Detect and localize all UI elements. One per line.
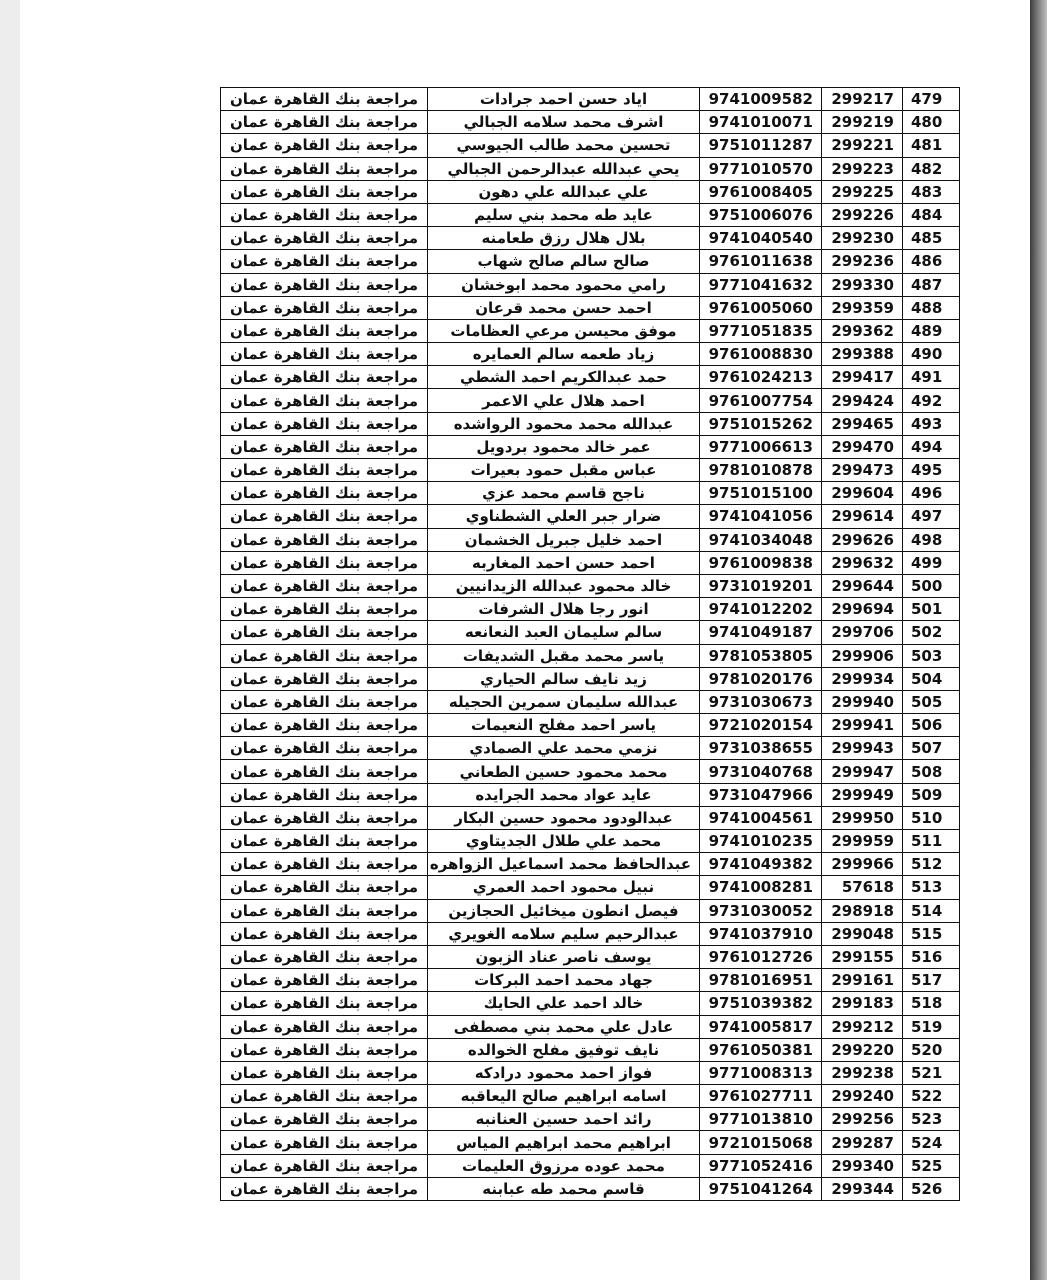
national-number-cell: 9761005060 [700, 296, 822, 319]
national-number-cell: 9741040540 [700, 227, 822, 250]
row-index-cell: 494 [903, 435, 960, 458]
row-index-cell: 514 [903, 899, 960, 922]
national-number-cell: 9761009838 [700, 551, 822, 574]
note-cell: مراجعة بنك القاهرة عمان [221, 644, 428, 667]
table-row [221, 180, 960, 203]
name-cell: حمد عبدالكريم احمد الشطي [428, 366, 700, 389]
name-cell: محمد محمود حسين الطعاني [428, 760, 700, 783]
table-row [221, 1015, 960, 1038]
name-cell: عباس مقبل حمود بعيرات [428, 459, 700, 482]
note-cell: مراجعة بنك القاهرة عمان [221, 1131, 428, 1154]
row-index-cell: 522 [903, 1085, 960, 1108]
table-row [221, 621, 960, 644]
row-index-cell: 518 [903, 992, 960, 1015]
national-number-cell: 9731040768 [700, 760, 822, 783]
table-row [221, 922, 960, 945]
national-number-cell: 9741041056 [700, 505, 822, 528]
note-cell: مراجعة بنك القاهرة عمان [221, 574, 428, 597]
national-number-cell: 9751006076 [700, 203, 822, 226]
table-row [221, 574, 960, 597]
note-cell: مراجعة بنك القاهرة عمان [221, 273, 428, 296]
note-cell: مراجعة بنك القاهرة عمان [221, 1108, 428, 1131]
row-index-cell: 496 [903, 482, 960, 505]
row-index-cell: 512 [903, 853, 960, 876]
employee-id-cell: 299226 [822, 203, 903, 226]
table-row [221, 250, 960, 273]
table-row [221, 551, 960, 574]
table-row [221, 853, 960, 876]
national-number-cell: 9741008281 [700, 876, 822, 899]
row-index-cell: 509 [903, 783, 960, 806]
row-index-cell: 493 [903, 412, 960, 435]
national-number-cell: 9741004561 [700, 806, 822, 829]
table-row [221, 1061, 960, 1084]
name-cell: يحي عبدالله عبدالرحمن الجبالي [428, 157, 700, 180]
note-cell: مراجعة بنك القاهرة عمان [221, 806, 428, 829]
national-number-cell: 9741005817 [700, 1015, 822, 1038]
row-index-cell: 481 [903, 134, 960, 157]
name-cell: عايد عواد محمد الجرايده [428, 783, 700, 806]
page-left-margin [0, 0, 20, 1280]
name-cell: عبدالله سليمان سمرين الحجيله [428, 690, 700, 713]
note-cell: مراجعة بنك القاهرة عمان [221, 482, 428, 505]
name-cell: قاسم محمد طه عبابنه [428, 1177, 700, 1200]
employee-id-cell: 299236 [822, 250, 903, 273]
row-index-cell: 526 [903, 1177, 960, 1200]
table-row [221, 157, 960, 180]
row-index-cell: 502 [903, 621, 960, 644]
table-row [221, 366, 960, 389]
national-number-cell: 9731038655 [700, 737, 822, 760]
row-index-cell: 501 [903, 598, 960, 621]
row-index-cell: 492 [903, 389, 960, 412]
national-number-cell: 9771006613 [700, 435, 822, 458]
name-cell: نايف توفيق مفلح الخوالده [428, 1038, 700, 1061]
employee-id-cell: 299330 [822, 273, 903, 296]
employee-id-cell: 299934 [822, 667, 903, 690]
name-cell: زياد طعمه سالم العمايره [428, 343, 700, 366]
name-cell: عبدالحافظ محمد اسماعيل الزواهره [428, 853, 700, 876]
note-cell: مراجعة بنك القاهرة عمان [221, 389, 428, 412]
national-number-cell: 9741010235 [700, 830, 822, 853]
national-number-cell: 9731030052 [700, 899, 822, 922]
employee-id-cell: 299362 [822, 319, 903, 342]
row-index-cell: 517 [903, 969, 960, 992]
name-cell: احمد خليل جبريل الخشمان [428, 528, 700, 551]
table-row [221, 1177, 960, 1200]
employee-id-cell: 299230 [822, 227, 903, 250]
row-index-cell: 508 [903, 760, 960, 783]
national-number-cell: 9781053805 [700, 644, 822, 667]
employee-id-cell: 299155 [822, 945, 903, 968]
table-row [221, 227, 960, 250]
note-cell: مراجعة بنك القاهرة عمان [221, 505, 428, 528]
employee-id-cell: 299219 [822, 111, 903, 134]
national-number-cell: 9741049187 [700, 621, 822, 644]
employee-id-cell: 299340 [822, 1154, 903, 1177]
national-number-cell: 9741010071 [700, 111, 822, 134]
employee-id-cell: 299465 [822, 412, 903, 435]
employee-id-cell: 299359 [822, 296, 903, 319]
national-number-cell: 9771041632 [700, 273, 822, 296]
name-cell: محمد علي طلال الجديتاوي [428, 830, 700, 853]
note-cell: مراجعة بنك القاهرة عمان [221, 296, 428, 319]
note-cell: مراجعة بنك القاهرة عمان [221, 1015, 428, 1038]
table-row [221, 111, 960, 134]
employee-id-cell: 299943 [822, 737, 903, 760]
name-cell: احمد هلال علي الاعمر [428, 389, 700, 412]
name-cell: زيد نايف سالم الحياري [428, 667, 700, 690]
name-cell: موفق محيسن مرعي العظامات [428, 319, 700, 342]
employee-id-cell: 57618 [822, 876, 903, 899]
name-cell: تحسين محمد طالب الجيوسي [428, 134, 700, 157]
table-row [221, 412, 960, 435]
table-row [221, 992, 960, 1015]
row-index-cell: 497 [903, 505, 960, 528]
national-number-cell: 9731047966 [700, 783, 822, 806]
note-cell: مراجعة بنك القاهرة عمان [221, 203, 428, 226]
national-number-cell: 9781010878 [700, 459, 822, 482]
row-index-cell: 500 [903, 574, 960, 597]
table-row [221, 296, 960, 319]
name-cell: محمد عوده مرزوق العليمات [428, 1154, 700, 1177]
employee-id-cell: 299470 [822, 435, 903, 458]
name-cell: ابراهيم محمد ابراهيم المياس [428, 1131, 700, 1154]
name-cell: اسامه ابراهيم صالح اليعاقبه [428, 1085, 700, 1108]
employee-id-cell: 299424 [822, 389, 903, 412]
national-number-cell: 9751015100 [700, 482, 822, 505]
employee-id-cell: 299287 [822, 1131, 903, 1154]
name-cell: بلال هلال رزق طعامنه [428, 227, 700, 250]
national-number-cell: 9741034048 [700, 528, 822, 551]
name-cell: نبيل محمود احمد العمري [428, 876, 700, 899]
employee-id-cell: 299256 [822, 1108, 903, 1131]
name-cell: سالم سليمان العبد النعانعه [428, 621, 700, 644]
employee-id-cell: 299906 [822, 644, 903, 667]
employee-id-cell: 299950 [822, 806, 903, 829]
table-row [221, 482, 960, 505]
row-index-cell: 503 [903, 644, 960, 667]
national-number-cell: 9771010570 [700, 157, 822, 180]
table-row [221, 435, 960, 458]
note-cell: مراجعة بنك القاهرة عمان [221, 459, 428, 482]
note-cell: مراجعة بنك القاهرة عمان [221, 992, 428, 1015]
employee-id-cell: 299941 [822, 714, 903, 737]
name-cell: اياد حسن احمد جرادات [428, 88, 700, 111]
row-index-cell: 479 [903, 88, 960, 111]
note-cell: مراجعة بنك القاهرة عمان [221, 412, 428, 435]
national-number-cell: 9741037910 [700, 922, 822, 945]
note-cell: مراجعة بنك القاهرة عمان [221, 1154, 428, 1177]
employee-id-cell: 299240 [822, 1085, 903, 1108]
row-index-cell: 491 [903, 366, 960, 389]
row-index-cell: 510 [903, 806, 960, 829]
table-row [221, 876, 960, 899]
employee-id-cell: 299225 [822, 180, 903, 203]
note-cell: مراجعة بنك القاهرة عمان [221, 690, 428, 713]
employee-id-cell: 299344 [822, 1177, 903, 1200]
national-number-cell: 9751015262 [700, 412, 822, 435]
row-index-cell: 511 [903, 830, 960, 853]
table-row [221, 899, 960, 922]
table-row [221, 1108, 960, 1131]
note-cell: مراجعة بنك القاهرة عمان [221, 853, 428, 876]
note-cell: مراجعة بنك القاهرة عمان [221, 969, 428, 992]
employee-id-cell: 299947 [822, 760, 903, 783]
table-row [221, 806, 960, 829]
national-number-cell: 9751011287 [700, 134, 822, 157]
national-number-cell: 9761027711 [700, 1085, 822, 1108]
name-cell: فيصل انطون ميخائيل الحجازين [428, 899, 700, 922]
document-page [20, 0, 1030, 1280]
row-index-cell: 504 [903, 667, 960, 690]
table-row [221, 528, 960, 551]
name-cell: انور رجا هلال الشرفات [428, 598, 700, 621]
employee-id-cell: 299940 [822, 690, 903, 713]
table-row [221, 1038, 960, 1061]
national-number-cell: 9741012202 [700, 598, 822, 621]
employee-id-cell: 299473 [822, 459, 903, 482]
national-number-cell: 9761024213 [700, 366, 822, 389]
national-number-cell: 9771013810 [700, 1108, 822, 1131]
note-cell: مراجعة بنك القاهرة عمان [221, 157, 428, 180]
note-cell: مراجعة بنك القاهرة عمان [221, 319, 428, 342]
table-row [221, 1085, 960, 1108]
row-index-cell: 519 [903, 1015, 960, 1038]
note-cell: مراجعة بنك القاهرة عمان [221, 343, 428, 366]
row-index-cell: 495 [903, 459, 960, 482]
note-cell: مراجعة بنك القاهرة عمان [221, 111, 428, 134]
row-index-cell: 520 [903, 1038, 960, 1061]
note-cell: مراجعة بنك القاهرة عمان [221, 551, 428, 574]
employee-id-cell: 299959 [822, 830, 903, 853]
employee-id-cell: 299217 [822, 88, 903, 111]
name-cell: يوسف ناصر عناد الزبون [428, 945, 700, 968]
table-row [221, 1154, 960, 1177]
national-number-cell: 9751041264 [700, 1177, 822, 1200]
note-cell: مراجعة بنك القاهرة عمان [221, 435, 428, 458]
note-cell: مراجعة بنك القاهرة عمان [221, 899, 428, 922]
national-number-cell: 9751039382 [700, 992, 822, 1015]
row-index-cell: 499 [903, 551, 960, 574]
table-row [221, 389, 960, 412]
row-index-cell: 507 [903, 737, 960, 760]
table-row [221, 273, 960, 296]
national-number-cell: 9761007754 [700, 389, 822, 412]
employee-id-cell: 299238 [822, 1061, 903, 1084]
national-number-cell: 9781016951 [700, 969, 822, 992]
note-cell: مراجعة بنك القاهرة عمان [221, 760, 428, 783]
name-cell: اشرف محمد سلامه الجبالي [428, 111, 700, 134]
table-row [221, 459, 960, 482]
row-index-cell: 490 [903, 343, 960, 366]
national-number-cell: 9761008405 [700, 180, 822, 203]
note-cell: مراجعة بنك القاهرة عمان [221, 714, 428, 737]
employee-id-cell: 299183 [822, 992, 903, 1015]
table-row [221, 598, 960, 621]
table-row [221, 690, 960, 713]
note-cell: مراجعة بنك القاهرة عمان [221, 922, 428, 945]
name-cell: ناجح قاسم محمد عزي [428, 482, 700, 505]
name-cell: جهاد محمد احمد البركات [428, 969, 700, 992]
national-number-cell: 9771008313 [700, 1061, 822, 1084]
name-cell: علي عبدالله علي دهون [428, 180, 700, 203]
note-cell: مراجعة بنك القاهرة عمان [221, 227, 428, 250]
row-index-cell: 488 [903, 296, 960, 319]
note-cell: مراجعة بنك القاهرة عمان [221, 1085, 428, 1108]
name-cell: عبدالله محمد محمود الرواشده [428, 412, 700, 435]
row-index-cell: 516 [903, 945, 960, 968]
name-cell: صالح سالم صالح شهاب [428, 250, 700, 273]
employee-id-cell: 299949 [822, 783, 903, 806]
note-cell: مراجعة بنك القاهرة عمان [221, 88, 428, 111]
note-cell: مراجعة بنك القاهرة عمان [221, 945, 428, 968]
row-index-cell: 521 [903, 1061, 960, 1084]
row-index-cell: 485 [903, 227, 960, 250]
note-cell: مراجعة بنك القاهرة عمان [221, 598, 428, 621]
table-row [221, 319, 960, 342]
table-row [221, 134, 960, 157]
name-cell: ياسر محمد مقبل الشديفات [428, 644, 700, 667]
row-index-cell: 513 [903, 876, 960, 899]
row-index-cell: 523 [903, 1108, 960, 1131]
national-number-cell: 9761011638 [700, 250, 822, 273]
employee-id-cell: 298918 [822, 899, 903, 922]
note-cell: مراجعة بنك القاهرة عمان [221, 250, 428, 273]
note-cell: مراجعة بنك القاهرة عمان [221, 667, 428, 690]
table-row [221, 88, 960, 111]
name-cell: عبدالودود محمود حسين البكار [428, 806, 700, 829]
row-index-cell: 524 [903, 1131, 960, 1154]
row-index-cell: 480 [903, 111, 960, 134]
employee-id-cell: 299223 [822, 157, 903, 180]
national-number-cell: 9761050381 [700, 1038, 822, 1061]
table-row [221, 830, 960, 853]
row-index-cell: 505 [903, 690, 960, 713]
name-cell: خالد احمد علي الحايك [428, 992, 700, 1015]
employee-id-cell: 299706 [822, 621, 903, 644]
table-row [221, 1131, 960, 1154]
employee-id-cell: 299614 [822, 505, 903, 528]
row-index-cell: 515 [903, 922, 960, 945]
row-index-cell: 525 [903, 1154, 960, 1177]
row-index-cell: 483 [903, 180, 960, 203]
name-cell: عمر خالد محمود بردويل [428, 435, 700, 458]
note-cell: مراجعة بنك القاهرة عمان [221, 830, 428, 853]
national-number-cell: 9761008830 [700, 343, 822, 366]
note-cell: مراجعة بنك القاهرة عمان [221, 366, 428, 389]
note-cell: مراجعة بنك القاهرة عمان [221, 876, 428, 899]
national-number-cell: 9741009582 [700, 88, 822, 111]
name-cell: خالد محمود عبدالله الزيدانيين [428, 574, 700, 597]
table-row [221, 737, 960, 760]
row-index-cell: 482 [903, 157, 960, 180]
table-row [221, 760, 960, 783]
row-index-cell: 506 [903, 714, 960, 737]
name-cell: عادل علي محمد بني مصطفى [428, 1015, 700, 1038]
table-row [221, 969, 960, 992]
note-cell: مراجعة بنك القاهرة عمان [221, 1061, 428, 1084]
employee-id-cell: 299220 [822, 1038, 903, 1061]
national-number-cell: 9781020176 [700, 667, 822, 690]
page-edge-shadow [1030, 0, 1047, 1280]
roster-table [220, 87, 960, 1201]
table-row [221, 505, 960, 528]
employee-id-cell: 299694 [822, 598, 903, 621]
national-number-cell: 9721020154 [700, 714, 822, 737]
table-row [221, 667, 960, 690]
name-cell: ياسر احمد مفلح النعيمات [428, 714, 700, 737]
national-number-cell: 9741049382 [700, 853, 822, 876]
table-row [221, 714, 960, 737]
note-cell: مراجعة بنك القاهرة عمان [221, 737, 428, 760]
name-cell: عبدالرحيم سليم سلامه الغويري [428, 922, 700, 945]
note-cell: مراجعة بنك القاهرة عمان [221, 1177, 428, 1200]
name-cell: نزمي محمد علي الصمادي [428, 737, 700, 760]
employee-id-cell: 299221 [822, 134, 903, 157]
employee-id-cell: 299212 [822, 1015, 903, 1038]
employee-id-cell: 299626 [822, 528, 903, 551]
table-row [221, 203, 960, 226]
note-cell: مراجعة بنك القاهرة عمان [221, 621, 428, 644]
note-cell: مراجعة بنك القاهرة عمان [221, 528, 428, 551]
employee-id-cell: 299644 [822, 574, 903, 597]
employee-id-cell: 299161 [822, 969, 903, 992]
row-index-cell: 498 [903, 528, 960, 551]
table-row [221, 945, 960, 968]
national-number-cell: 9721015068 [700, 1131, 822, 1154]
employee-id-cell: 299388 [822, 343, 903, 366]
national-number-cell: 9761012726 [700, 945, 822, 968]
row-index-cell: 489 [903, 319, 960, 342]
row-index-cell: 487 [903, 273, 960, 296]
employee-id-cell: 299966 [822, 853, 903, 876]
note-cell: مراجعة بنك القاهرة عمان [221, 783, 428, 806]
employee-id-cell: 299632 [822, 551, 903, 574]
table-row [221, 644, 960, 667]
name-cell: عايد طه محمد بني سليم [428, 203, 700, 226]
name-cell: ضرار جبر العلي الشطناوي [428, 505, 700, 528]
name-cell: فواز احمد محمود درادكه [428, 1061, 700, 1084]
national-number-cell: 9731019201 [700, 574, 822, 597]
national-number-cell: 9731030673 [700, 690, 822, 713]
employee-id-cell: 299604 [822, 482, 903, 505]
table-row [221, 783, 960, 806]
national-number-cell: 9771051835 [700, 319, 822, 342]
roster-table-body [221, 88, 960, 1201]
name-cell: احمد حسن احمد المغاربه [428, 551, 700, 574]
employee-id-cell: 299048 [822, 922, 903, 945]
name-cell: رامي محمود محمد ابوخشان [428, 273, 700, 296]
note-cell: مراجعة بنك القاهرة عمان [221, 134, 428, 157]
table-row [221, 343, 960, 366]
row-index-cell: 486 [903, 250, 960, 273]
name-cell: احمد حسن محمد قرعان [428, 296, 700, 319]
employee-id-cell: 299417 [822, 366, 903, 389]
row-index-cell: 484 [903, 203, 960, 226]
national-number-cell: 9771052416 [700, 1154, 822, 1177]
name-cell: رائد احمد حسين العنانبه [428, 1108, 700, 1131]
note-cell: مراجعة بنك القاهرة عمان [221, 1038, 428, 1061]
note-cell: مراجعة بنك القاهرة عمان [221, 180, 428, 203]
